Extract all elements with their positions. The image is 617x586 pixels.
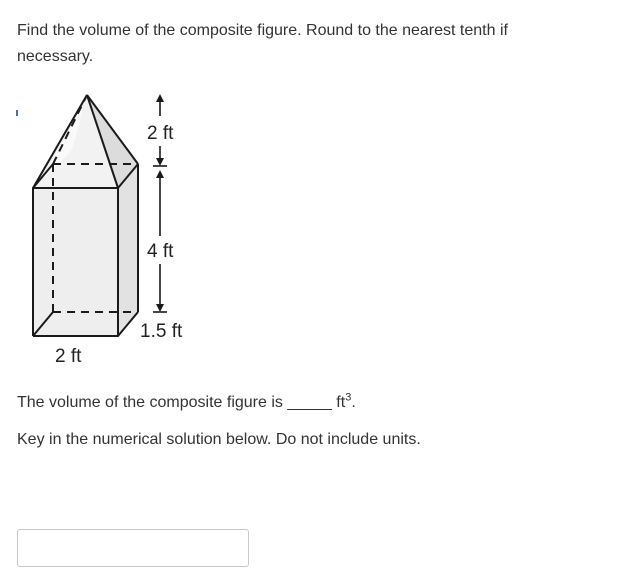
prism-front-face: [33, 188, 118, 336]
statement-exponent: 3: [345, 391, 352, 404]
prism-height-label: 4 ft: [147, 241, 174, 262]
answer-input[interactable]: [17, 529, 249, 567]
pyramid-height-label: 2 ft: [147, 123, 174, 144]
question-text: Find the volume of the composite figure. Round to the nearest tenth if necessary.: [17, 22, 508, 65]
answer-statement: [17, 391, 356, 415]
statement-blank: _____: [287, 394, 332, 411]
prism-side-face: [118, 164, 138, 336]
statement-prefix: The volume of the composite figure is: [17, 394, 288, 411]
instruction-text: Key in the numerical solution below. Do not include units.: [17, 431, 421, 448]
base-width-label: 2 ft: [55, 346, 82, 367]
statement-suffix: .: [351, 394, 356, 411]
base-depth-label: 1.5 ft: [140, 321, 183, 342]
statement-unit: ft: [331, 394, 346, 411]
